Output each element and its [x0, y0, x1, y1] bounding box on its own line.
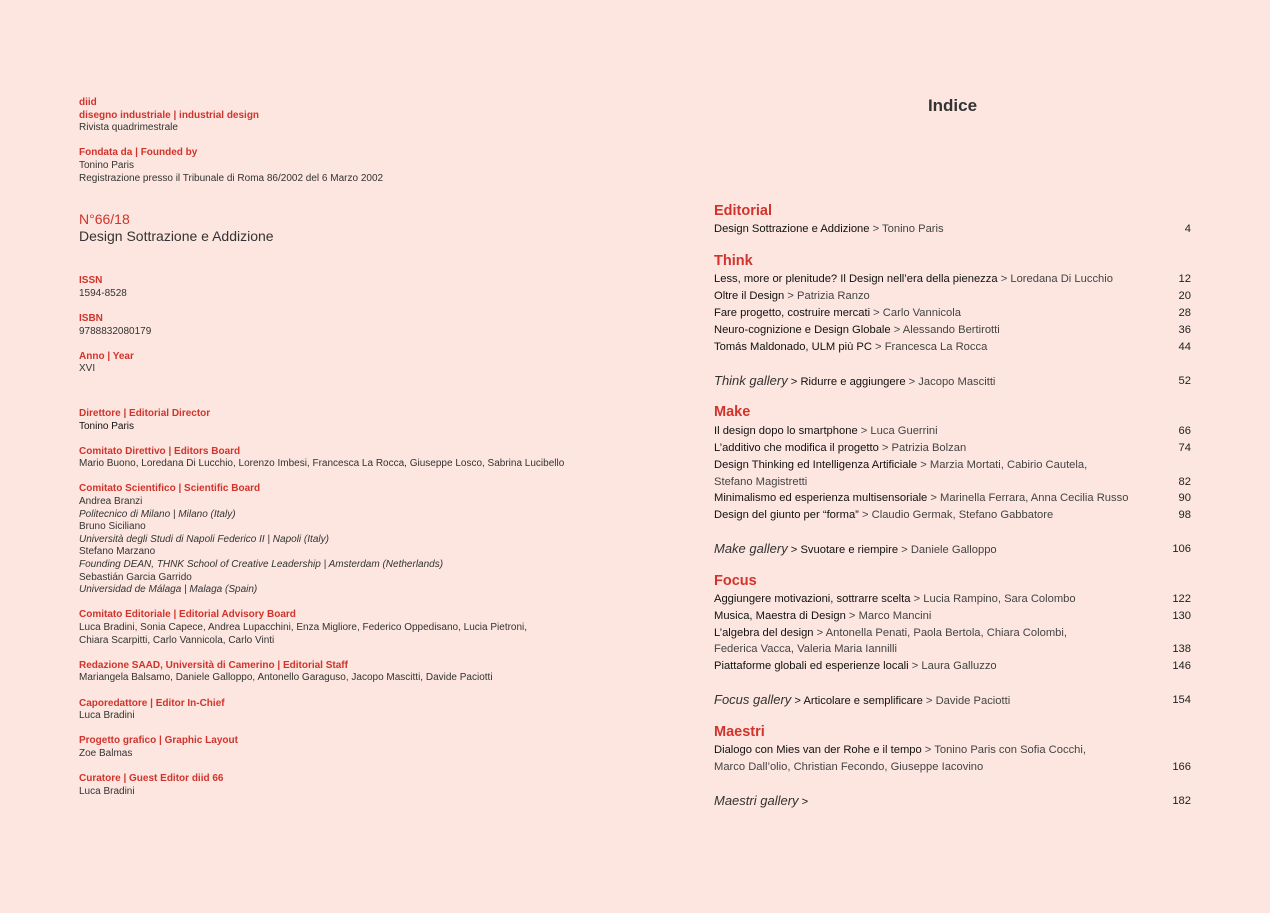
- entry-page: 52: [1178, 375, 1191, 387]
- entry-author: > Alessando Bertirotti: [890, 324, 1000, 336]
- entry-author: > Tonino Paris con Sofia Cocchi,: [921, 744, 1086, 756]
- scientific-member: Andrea Branzi: [79, 496, 143, 508]
- entry-page: 12: [1178, 273, 1191, 285]
- index-gallery-entry[interactable]: [714, 793, 1191, 808]
- section-editorial: Editorial: [714, 203, 773, 219]
- year-label: Anno | Year: [79, 350, 134, 362]
- entry-page: 20: [1178, 290, 1191, 302]
- index-entry[interactable]: [714, 307, 1191, 319]
- entry-title: L’additivo che modifica il progetto: [714, 442, 879, 454]
- entry-title: Design del giunto per “forma”: [714, 509, 859, 521]
- founded-label: Fondata da | Founded by: [79, 147, 198, 159]
- entry-title: > Articolare e semplificare: [791, 695, 923, 707]
- entry-page: 106: [1172, 543, 1191, 555]
- section-maestri: Maestri: [714, 724, 765, 740]
- entry-page: 66: [1178, 425, 1191, 437]
- entry-title: Minimalismo ed esperienza multisensoriale: [714, 492, 928, 504]
- index-entry-continued[interactable]: [714, 643, 1191, 655]
- entry-author: > Marzia Mortati, Cabirio Cautela,: [917, 459, 1088, 471]
- section-make: Make: [714, 404, 751, 420]
- editors-board-label: Comitato Direttivo | Editors Board: [79, 445, 241, 457]
- entry-title: Aggiungere motivazioni, sottrarre scelta: [714, 593, 911, 605]
- issn: 1594-8528: [79, 287, 127, 299]
- staff: Mariangela Balsamo, Daniele Galloppo, Antonello Garaguso, Jacopo Mascitti, Davide Paciotti: [79, 672, 493, 684]
- index-entry[interactable]: [714, 442, 1191, 454]
- index-entry[interactable]: [714, 660, 1191, 672]
- entry-title: Design Thinking ed Intelligenza Artificiale: [714, 459, 918, 471]
- entry-title: L’algebra del design: [714, 627, 814, 639]
- scientific-affiliation: Politecnico di Milano | Milano (Italy): [79, 508, 236, 520]
- entry-author: > Lucia Rampino, Sara Colombo: [910, 593, 1076, 605]
- entry-title: Musica, Maestra di Design: [714, 610, 846, 622]
- entry-title: > Svuotare e riempire: [787, 544, 899, 556]
- entry-title: Piattaforme globali ed esperienze locali: [714, 660, 909, 672]
- issn-label: ISSN: [79, 275, 103, 287]
- index-entry[interactable]: [714, 509, 1191, 521]
- guest-label: Curatore | Guest Editor diid 66: [79, 773, 224, 785]
- scientific-member: Stefano Marzano: [79, 546, 156, 558]
- scientific-affiliation: Founding DEAN, THNK School of Creative Leadership | Amsterdam (Netherlands): [79, 559, 444, 571]
- staff-label: Redazione SAAD, Università di Camerino | Editorial Staff: [79, 659, 348, 671]
- section-think: Think: [714, 253, 753, 269]
- index-entry[interactable]: [714, 627, 1191, 639]
- entry-author: > Claudio Germak, Stefano Gabbatore: [858, 509, 1054, 521]
- advisory-label: Comitato Editoriale | Editorial Advisory Board: [79, 609, 296, 621]
- gallery-name: Focus gallery: [714, 692, 792, 707]
- entry-author: > Carlo Vannicola: [870, 307, 961, 319]
- index-entry[interactable]: [714, 223, 1191, 235]
- entry-page: 146: [1172, 660, 1191, 672]
- entry-author: > Daniele Galloppo: [898, 544, 997, 556]
- entry-title: >: [798, 796, 809, 808]
- guest-editor: Luca Bradini: [79, 785, 135, 797]
- entry-author: > Tonino Paris: [869, 223, 944, 235]
- gallery-name: Think gallery: [714, 373, 788, 388]
- entry-author: > Marco Mancini: [845, 610, 932, 622]
- entry-page: 4: [1184, 223, 1191, 235]
- index-entry-continued[interactable]: [714, 476, 1191, 488]
- index-gallery-entry[interactable]: [714, 541, 1191, 556]
- gallery-name: Maestri gallery: [714, 793, 799, 808]
- entry-page: 122: [1172, 593, 1191, 605]
- entry-author: > Laura Galluzzo: [908, 660, 997, 672]
- index-entry[interactable]: [714, 273, 1191, 285]
- chief: Luca Bradini: [79, 710, 135, 722]
- index-gallery-entry[interactable]: [714, 692, 1191, 707]
- periodicity: Rivista quadrimestrale: [79, 122, 178, 134]
- advisory-line: Luca Bradini, Sonia Capece, Andrea Lupacchini, Enza Migliore, Federico Oppedisano, Lucia Pietroni,: [79, 622, 528, 633]
- registration: Registrazione presso il Tribunale di Roma 86/2002 del 6 Marzo 2002: [79, 172, 384, 184]
- entry-page: 74: [1178, 442, 1191, 454]
- index-entry[interactable]: [714, 492, 1191, 504]
- scientific-affiliation: Universidad de Málaga | Malaga (Spain): [79, 584, 258, 596]
- scientific-board-label: Comitato Scientifico | Scientific Board: [79, 483, 261, 495]
- isbn: 9788832080179: [79, 325, 152, 337]
- chief-label: Caporedattore | Editor In-Chief: [79, 697, 225, 709]
- entry-page: 138: [1172, 643, 1191, 655]
- advisory-line: Chiara Scarpitti, Carlo Vannicola, Carlo Vinti: [79, 634, 275, 646]
- index-entry[interactable]: [714, 290, 1191, 302]
- entry-author: > Loredana Di Lucchio: [997, 273, 1113, 285]
- entry-title: Dialogo con Mies van der Rohe e il tempo: [714, 744, 922, 756]
- founder: Tonino Paris: [79, 159, 135, 171]
- issue-number: N°66/18: [79, 211, 130, 228]
- layout-label: Progetto grafico | Graphic Layout: [79, 735, 238, 747]
- scientific-affiliation: Università degli Studi di Napoli Federico II | Napoli (Italy): [79, 533, 329, 545]
- entry-title: Design Sottrazione e Addizione: [714, 223, 870, 235]
- entry-author: > Francesca La Rocca: [871, 341, 988, 353]
- entry-page: 166: [1172, 761, 1191, 773]
- isbn-label: ISBN: [79, 312, 103, 324]
- journal-subtitle: disegno industriale | industrial design: [79, 109, 260, 121]
- entry-title: Oltre il Design: [714, 290, 785, 302]
- entry-page: 28: [1178, 307, 1191, 319]
- index-entry-continued[interactable]: [714, 761, 1191, 773]
- index-entry[interactable]: [714, 341, 1191, 353]
- gallery-name: Make gallery: [714, 541, 788, 556]
- issue-title: Design Sottrazione e Addizione: [79, 228, 274, 245]
- masthead: [79, 97, 639, 798]
- entry-author: > Luca Guerrini: [857, 425, 938, 437]
- scientific-member: Sebastián Garcia Garrido: [79, 571, 192, 583]
- entry-title: > Ridurre e aggiungere: [787, 376, 906, 388]
- entry-title: Neuro-cognizione e Design Globale: [714, 324, 891, 336]
- section-focus: Focus: [714, 573, 757, 589]
- layout-designer: Zoe Balmas: [79, 747, 133, 759]
- entry-page: 154: [1172, 694, 1191, 706]
- year: XVI: [79, 363, 96, 375]
- entry-page: 98: [1178, 509, 1191, 521]
- editors-board: Mario Buono, Loredana Di Lucchio, Lorenzo Imbesi, Francesca La Rocca, Giuseppe Losco, Sabrina Lucibello: [79, 458, 565, 470]
- entry-author: > Antonella Penati, Paola Bertola, Chiara Colombi,: [813, 627, 1067, 639]
- entry-page: 44: [1178, 341, 1191, 353]
- entry-page: 130: [1172, 610, 1191, 622]
- index-entry[interactable]: [714, 744, 1191, 756]
- entry-author: Stefano Magistretti: [714, 476, 808, 488]
- entry-title: Fare progetto, costruire mercati: [714, 307, 871, 319]
- entry-author: Marco Dall’olio, Christian Fecondo, Giuseppe Iacovino: [714, 761, 984, 773]
- index-entry[interactable]: [714, 425, 1191, 437]
- entry-author: Federica Vacca, Valeria Maria Iannilli: [714, 643, 898, 655]
- index-entry[interactable]: [714, 324, 1191, 336]
- director-label: Direttore | Editorial Director: [79, 407, 211, 419]
- entry-author: > Jacopo Mascitti: [905, 376, 996, 388]
- index-gallery-entry[interactable]: [714, 373, 1191, 388]
- entry-author: > Patrizia Bolzan: [878, 442, 967, 454]
- entry-page: 90: [1178, 492, 1191, 504]
- director: Tonino Paris: [79, 420, 135, 432]
- entry-page: 82: [1178, 476, 1191, 488]
- entry-page: 182: [1172, 795, 1191, 807]
- scientific-member: Bruno Siciliano: [79, 521, 146, 533]
- entry-author: > Marinella Ferrara, Anna Cecilia Russo: [927, 492, 1129, 504]
- journal-name: diid: [79, 97, 97, 108]
- entry-title: Il design dopo lo smartphone: [714, 425, 858, 437]
- entry-title: Tomás Maldonado, ULM più PC: [714, 341, 872, 353]
- index-title: Indice: [927, 96, 978, 115]
- index-entry[interactable]: [714, 459, 1191, 471]
- entry-page: 36: [1178, 324, 1191, 336]
- entry-author: > Patrizia Ranzo: [784, 290, 870, 302]
- entry-title: Less, more or plenitude? Il Design nell’era della pienezza: [714, 273, 998, 285]
- entry-author: > Davide Paciotti: [922, 695, 1011, 707]
- index-entry[interactable]: [714, 593, 1191, 605]
- index-entry[interactable]: [714, 610, 1191, 622]
